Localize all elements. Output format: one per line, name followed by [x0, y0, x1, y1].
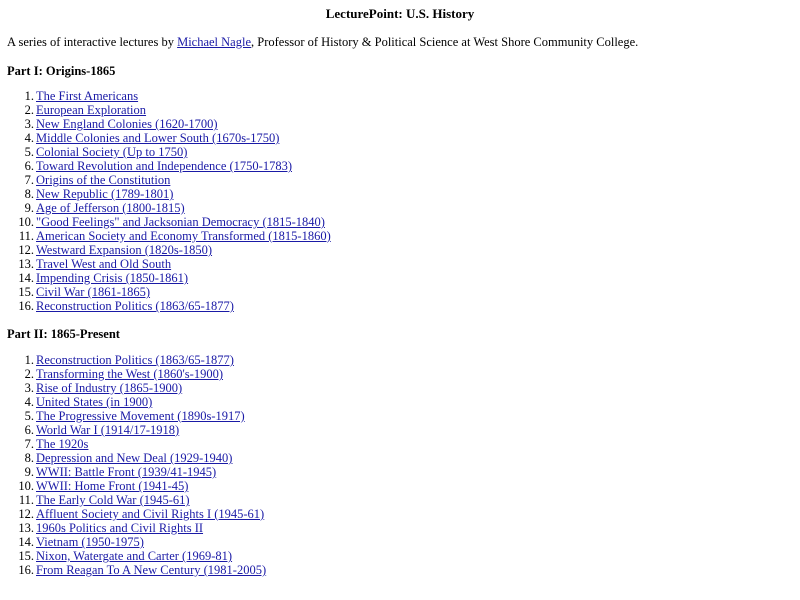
list-item: [0, 159, 331, 173]
list-item: [0, 493, 266, 507]
item-number: 12.: [18, 243, 34, 257]
list-item: [0, 409, 266, 423]
list-item: [0, 201, 331, 215]
item-number: 14.: [18, 535, 34, 549]
lecture-link[interactable]: Origins of the Constitution: [36, 173, 171, 187]
list-item: [0, 563, 266, 577]
item-number: 6.: [24, 159, 34, 173]
list-item: [0, 215, 331, 229]
item-number: 6.: [24, 423, 34, 437]
list-item: [0, 131, 331, 145]
lecture-link[interactable]: Vietnam (1950-1975): [36, 535, 144, 549]
lecture-link[interactable]: The First Americans: [36, 89, 139, 103]
lecture-link[interactable]: Age of Jefferson (1800-1815): [36, 201, 185, 215]
item-number: 16.: [18, 563, 34, 577]
list-item: [0, 507, 266, 521]
lecture-link[interactable]: Depression and New Deal (1929-1940): [36, 451, 233, 465]
lecture-link[interactable]: Nixon, Watergate and Carter (1969-81): [36, 549, 233, 563]
author-link[interactable]: Michael Nagle: [177, 35, 252, 49]
item-number: 4.: [24, 131, 34, 145]
lecture-link[interactable]: European Exploration: [36, 103, 147, 117]
item-number: 14.: [18, 271, 34, 285]
lecture-link[interactable]: Affluent Society and Civil Rights I (1945-61): [36, 507, 265, 521]
lecture-link[interactable]: Westward Expansion (1820s-1850): [36, 243, 213, 257]
list-item: [0, 381, 266, 395]
lecture-link[interactable]: Toward Revolution and Independence (1750-1783): [36, 159, 292, 173]
part2-heading: Part II: 1865-Present: [7, 327, 120, 341]
item-number: 4.: [24, 395, 34, 409]
list-item: [0, 229, 331, 243]
lecture-link[interactable]: The Progressive Movement (1890s-1917): [36, 409, 245, 423]
lecture-link[interactable]: World War I (1914/17-1918): [36, 423, 180, 437]
intro-text: [7, 35, 638, 49]
lecture-link[interactable]: Impending Crisis (1850-1861): [36, 271, 189, 285]
list-item: [0, 549, 266, 563]
lecture-link[interactable]: Colonial Society (Up to 1750): [36, 145, 188, 159]
lecture-link[interactable]: "Good Feelings" and Jacksonian Democracy (1815-1840): [36, 215, 325, 229]
lecture-link[interactable]: Reconstruction Politics (1863/65-1877): [36, 299, 234, 313]
list-item: [0, 437, 266, 451]
item-number: 9.: [24, 201, 34, 215]
item-number: 10.: [18, 479, 34, 493]
item-number: 8.: [24, 187, 34, 201]
item-number: 7.: [24, 173, 34, 187]
lecture-link[interactable]: Middle Colonies and Lower South (1670s-1750): [36, 131, 280, 145]
list-item: [0, 117, 331, 131]
page-title: LecturePoint: U.S. History: [325, 6, 475, 21]
list-item: [0, 521, 266, 535]
lecture-link[interactable]: The Early Cold War (1945-61): [36, 493, 190, 507]
item-number: 15.: [18, 549, 34, 563]
lecture-link[interactable]: Transforming the West (1860's-1900): [36, 367, 223, 381]
lecture-link[interactable]: Travel West and Old South: [36, 257, 172, 271]
item-number: 13.: [18, 521, 34, 535]
list-item: [0, 187, 331, 201]
lecture-link[interactable]: Civil War (1861-1865): [36, 285, 151, 299]
list-item: [0, 173, 331, 187]
list-item: [0, 535, 266, 549]
item-number: 2.: [24, 103, 34, 117]
item-number: 11.: [18, 493, 34, 507]
list-item: [0, 367, 266, 381]
lecture-link[interactable]: New Republic (1789-1801): [36, 187, 174, 201]
intro-suffix: , Professor of History & Political Science at West Shore Community College.: [251, 35, 639, 49]
item-number: 7.: [24, 437, 34, 451]
lecture-link[interactable]: New England Colonies (1620-1700): [36, 117, 218, 131]
item-number: 2.: [24, 367, 34, 381]
list-item: [0, 285, 331, 299]
lecture-link[interactable]: Reconstruction Politics (1863/65-1877): [36, 353, 234, 367]
lecture-link[interactable]: The 1920s: [36, 437, 89, 451]
list-item: [0, 465, 266, 479]
list-item: [0, 353, 266, 367]
list-item: [0, 243, 331, 257]
item-number: 1.: [24, 353, 34, 367]
item-number: 12.: [18, 507, 34, 521]
item-number: 3.: [24, 381, 34, 395]
lecture-link[interactable]: From Reagan To A New Century (1981-2005): [36, 563, 267, 577]
item-number: 1.: [24, 89, 34, 103]
list-item: [0, 395, 266, 409]
lecture-link[interactable]: United States (in 1900): [36, 395, 153, 409]
item-number: 13.: [18, 257, 34, 271]
item-number: 11.: [18, 229, 34, 243]
list-item: [0, 299, 331, 313]
list-item: [0, 257, 331, 271]
list-item: [0, 479, 266, 493]
item-number: 8.: [24, 451, 34, 465]
list-item: [0, 423, 266, 437]
item-number: 5.: [24, 409, 34, 423]
item-number: 3.: [24, 117, 34, 131]
part2-lecture-list: [0, 353, 266, 577]
lecture-link[interactable]: American Society and Economy Transformed (1815-1860): [36, 229, 331, 243]
intro-prefix: A series of interactive lectures by: [7, 35, 178, 49]
part1-lecture-list: [0, 89, 331, 313]
item-number: 15.: [18, 285, 34, 299]
list-item: [0, 89, 331, 103]
item-number: 5.: [24, 145, 34, 159]
item-number: 16.: [18, 299, 34, 313]
item-number: 10.: [18, 215, 34, 229]
lecture-link[interactable]: WWII: Home Front (1941-45): [36, 479, 189, 493]
item-number: 9.: [24, 465, 34, 479]
list-item: [0, 451, 266, 465]
list-item: [0, 103, 331, 117]
lecture-link[interactable]: Rise of Industry (1865-1900): [36, 381, 183, 395]
lecture-link[interactable]: 1960s Politics and Civil Rights II: [36, 521, 204, 535]
lecture-link[interactable]: WWII: Battle Front (1939/41-1945): [36, 465, 217, 479]
part1-heading: Part I: Origins-1865: [7, 64, 116, 78]
list-item: [0, 145, 331, 159]
list-item: [0, 271, 331, 285]
